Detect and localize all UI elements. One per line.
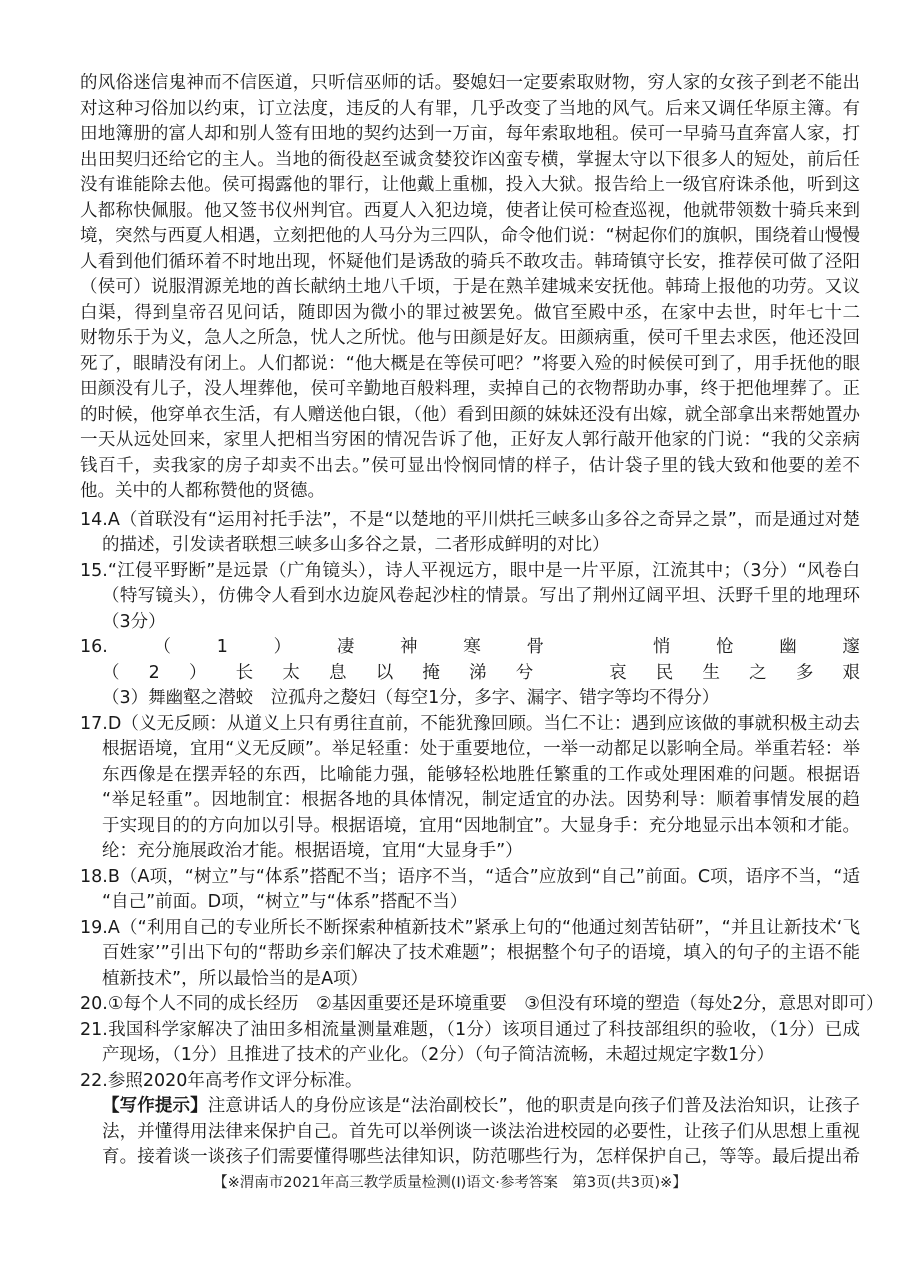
answer-line — [80, 635, 860, 661]
passage-line: 出田契归还给它的主人。当地的衙役赵至诚贪婪狡诈凶蛮专横，掌握太守以下很多人的短处，前后任 — [80, 149, 860, 170]
answer-text: 根据语境，宜用“义无反顾”。举足轻重：处于重要地位，一举一动都足以影响全局。举重若轻：举 — [102, 739, 860, 759]
passage-line: 境，突然与西夏人相遇，立刻把他的人马分为三四队，命令他们说：“树起你们的旗帜，围绕着山慢慢 — [80, 226, 860, 246]
answer-item — [80, 712, 860, 865]
translation-passage — [80, 71, 860, 505]
item-number: 15. — [80, 560, 108, 581]
answer-items — [80, 508, 884, 1095]
passage-line: 一天从远处回来，家里人把相当穷困的情况告诉了他，正好友人郭行敲开他家的门说：“我的父亲病 — [80, 430, 860, 450]
answer-line — [80, 865, 860, 891]
answer-line — [80, 737, 860, 763]
passage-line: 对这种习俗加以约束，订立法度，违反的人有罪，几乎改变了当地的风气。后来又调任华原主簿。有 — [80, 98, 860, 119]
answer-text: 于实现目的的方向加以引导。根据语境，宜用“因地制宜”。大显身手：充分地显示出本领和才能。 — [102, 815, 860, 836]
page-footer: 【※渭南市2021年高三教学质量检测(Ⅰ)语文·参考答案 第3页(共3页)※】 — [213, 1175, 687, 1191]
answer-item — [80, 559, 860, 636]
answer-text: ①每个人不同的成长经历 ②基因重要还是环境重要 ③但没有环境的塑造（每处2分，意思对即可） — [107, 994, 884, 1014]
writing-tip-line — [80, 1120, 860, 1146]
answer-text: A（“利用自己的专业所长不断探索种植新技术”紧承上句的“他通过刻苦钻研”，“并且让新技术‘飞 — [107, 917, 860, 938]
answer-line — [80, 559, 860, 585]
answer-line — [80, 890, 860, 916]
answer-text: （2）长太息以掩涕兮 哀民生之多艰 — [102, 662, 860, 683]
answer-line — [80, 814, 860, 840]
writing-tip-text: 法，并懂得用法律来保护自己。首先可以举例谈一谈法治进校园的必要性，让孩子们从思想上重视 — [102, 1121, 860, 1142]
answer-text: “自己”前面。D项，“树立”与“体系”搭配不当） — [102, 892, 468, 912]
writing-tip-text: 注意讲话人的身份应该是“法治副校长”，他的职责是向孩子们普及法治知识，让孩子 — [207, 1096, 860, 1116]
answer-line — [80, 992, 884, 1018]
answer-text: 的描述，引发读者联想三峡多山多谷之景，二者形成鲜明的对比） — [102, 535, 610, 555]
passage-line: 的时候，他穿单衣生活，有人赠送他白银，（他）看到田颜的妹妹还没有出嫁，就全部拿出来帮她置办 — [80, 404, 860, 425]
answer-line — [80, 610, 860, 636]
answer-line — [80, 839, 860, 865]
answer-line — [80, 788, 860, 814]
answer-item — [80, 635, 860, 712]
answer-item — [80, 916, 860, 993]
answer-text: B（A项，“树立”与“体系”搭配不当；语序不当，“适合”应放到“自己”前面。C项，语序不当，“适 — [107, 866, 860, 887]
writing-tip-line — [80, 1094, 860, 1120]
answer-line — [80, 1043, 860, 1069]
answer-line — [80, 712, 860, 738]
answer-line — [80, 916, 860, 942]
answer-item — [80, 1069, 860, 1095]
answer-text: （3分） — [102, 611, 166, 632]
answer-line — [80, 508, 860, 534]
answer-text: 我国科学家解决了油田多相流量测量难题，（1分）该项目通过了科技部组织的验收，（1分）已成 — [107, 1019, 860, 1040]
passage-line: 白渠，得到皇帝召见问话，随即因为微小的罪过被罢免。做官至殿中丞，在家中去世，时年七十二 — [80, 302, 860, 323]
passage-line: 死了，眼睛没有闭上。人们都说：“他大概是在等侯可吧？”将要入殓的时候侯可到了，用手抚他的眼 — [80, 353, 860, 374]
answer-text: A（首联没有“运用衬托手法”，不是“以楚地的平川烘托三峡多山多谷之奇异之景”，而是通过对楚 — [107, 509, 860, 530]
passage-line: 没有谁能除去他。侯可揭露他的罪行，让他戴上重枷，投入大狱。报告给上一级官府诛杀他，听到这 — [80, 175, 860, 195]
answer-line — [80, 584, 860, 610]
answer-line — [80, 941, 860, 967]
item-number: 17. — [80, 713, 108, 734]
answer-text: 产现场，（1分）且推进了技术的产业化。（2分）（句子简洁流畅，未超过规定字数1分） — [102, 1045, 775, 1065]
answer-text: 参照2020年高考作文评分标准。 — [107, 1070, 363, 1091]
passage-line: 的风俗迷信鬼神而不信医道，只听信巫师的话。娶媳妇一定要索取财物，穷人家的女孩子到老不能出 — [80, 73, 860, 93]
answer-item — [80, 992, 884, 1018]
writing-tip — [80, 1094, 860, 1171]
item-number: 19. — [80, 917, 108, 938]
answer-item — [80, 508, 860, 559]
passage-line: 财物乐于为义，急人之所急，忧人之所忧。他与田颜是好友。田颜病重，侯可千里去求医，他还没回 — [80, 328, 860, 348]
item-number: 14. — [80, 509, 108, 530]
writing-tip-text: 育。接着谈一谈孩子们需要懂得哪些法律知识，防范哪些行为，怎样保护自己，等等。最后提出希 — [102, 1147, 860, 1167]
answer-line — [80, 686, 860, 712]
passage-line: 人看到他们循环着不时地出现，怀疑他们是诱敌的骑兵不敢攻击。韩琦镇守长安，推荐侯可做了泾阳 — [80, 251, 860, 272]
passage-line: （侯可）说服渭源羌地的酋长献纳土地八千顷，于是在熟羊建城来安抚他。韩琦上报他的功劳。又议 — [80, 277, 860, 297]
passage-line: 田地簿册的富人却和别人签有田地的契约达到一万亩，每年索取地租。侯可一早骑马直奔富人家，打 — [80, 124, 860, 144]
answer-key-page — [80, 71, 884, 1171]
answer-line — [80, 1069, 860, 1095]
answer-text: 东西像是在摆弄轻的东西，比喻能力强，能够轻松地胜任繁重的工作或处理困难的问题。根据语 — [102, 764, 860, 785]
passage-line: 人都称快佩服。他又签书仪州判官。西夏人入犯边境，使者让侯可检查巡视，他就带领数十骑兵来到 — [80, 200, 860, 221]
answer-line — [80, 1018, 860, 1044]
answer-item — [80, 1018, 860, 1069]
answer-line — [80, 967, 860, 993]
passage-line: 他。关中的人都称赞他的贤德。 — [80, 481, 325, 501]
answer-text: （3）舞幽壑之潜蛟 泣孤舟之嫠妇（每空1分，多字、漏字、错字等均不得分） — [102, 688, 720, 708]
answer-text: （1）凄神寒骨 悄怆幽邃 — [107, 637, 860, 657]
item-number: 21. — [80, 1019, 108, 1040]
writing-tip-line — [80, 1145, 860, 1171]
item-number: 20. — [80, 994, 108, 1014]
answer-text: “江侵平野断”是远景（广角镜头），诗人平视远方，眼中是一片平原，江流其中；（3分）“风卷白 — [107, 560, 860, 581]
answer-item — [80, 865, 860, 916]
answer-text: “举足轻重”。因地制宜：根据各地的具体情况，制定适宜的办法。因势利导：顺着事情发展的趋 — [102, 790, 860, 810]
writing-tip-label: 【写作提示】 — [102, 1096, 208, 1116]
answer-text: D（义无反顾：从道义上只有勇往直前，不能犹豫回顾。当仁不让：遇到应该做的事就积极主动去 — [107, 713, 860, 734]
passage-line: 田颜没有儿子，没人埋葬他，侯可辛勤地百般料理，卖掉自己的衣物帮助办事，终于把他埋葬了。正 — [80, 379, 860, 399]
answer-text: （特写镜头），仿佛令人看到水边旋风卷起沙柱的情景。写出了荆州辽阔平坦、沃野千里的地理环 — [102, 586, 860, 606]
answer-line — [80, 533, 860, 559]
answer-text: 纶：充分施展政治才能。根据语境，宜用“大显身手”） — [102, 841, 523, 861]
passage-line: 钱百千，卖我家的房子却卖不出去。”侯可显出怜悯同情的样子，估计袋子里的钱大致和他要的差不 — [80, 455, 860, 476]
answer-text: 植新技术”，所以最恰当的是A项） — [102, 968, 369, 989]
answer-line — [80, 763, 860, 789]
item-number: 22. — [80, 1070, 108, 1091]
item-number: 18. — [80, 866, 108, 887]
answer-line — [80, 661, 860, 687]
answer-text: 百姓家’”引出下句的“帮助乡亲们解决了技术难题”；根据整个句子的语境，填入的句子的主语不能 — [102, 943, 860, 963]
item-number: 16. — [80, 637, 108, 657]
